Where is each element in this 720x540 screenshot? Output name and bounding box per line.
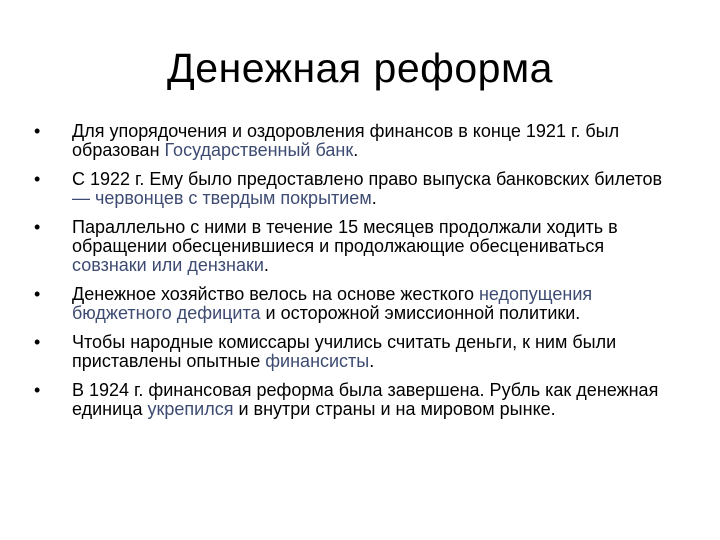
bullet-item — [34, 381, 674, 419]
highlighted-term: недопущения бюджетного дефицита — [72, 284, 593, 323]
bullet-text-segment: . — [371, 188, 377, 208]
bullet-dot-icon: • — [34, 169, 41, 189]
bullet-dot-icon: • — [34, 217, 41, 237]
bullet-text-segment: . — [353, 140, 359, 160]
bullet-item — [34, 170, 674, 208]
bullet-text — [72, 169, 662, 208]
slide-title: Денежная реформа — [167, 45, 553, 91]
bullet-item — [34, 122, 674, 160]
bullet-text — [72, 284, 592, 323]
bullet-text — [72, 121, 619, 160]
bullet-item — [34, 218, 674, 275]
bullet-text-segment: Параллельно с ними в течение 15 месяцев продолжали ходить в обращении обесценившиеся и продолжающие обесцениваться — [72, 217, 618, 256]
bullet-text — [72, 332, 616, 371]
bullet-text-segment: Для упорядочения и оздоровления финансов в конце 1921 г. был образован — [72, 121, 620, 160]
bullet-dot-icon: • — [34, 380, 41, 400]
bullet-dot-icon: • — [34, 121, 41, 141]
bullet-dot-icon: • — [34, 284, 41, 304]
bullet-text-segment: С 1922 г. Ему было предоставлено право выпуска банковских билетов — [72, 169, 663, 189]
bullet-text-segment: Чтобы народные комиссары учились считать деньги, к ним были приставлены опытные — [72, 332, 617, 371]
bullet-text-segment: . — [369, 351, 375, 371]
highlighted-term: совзнаки или дензнаки — [72, 255, 264, 275]
bullet-item — [34, 333, 674, 371]
bullet-text-segment: Денежное хозяйство велось на основе жесткого — [72, 284, 479, 304]
highlighted-term: укрепился — [147, 399, 234, 419]
bullet-text-segment: В 1924 г. финансовая реформа была завершена. Рубль как денежная единица — [72, 380, 659, 419]
bullet-text — [72, 217, 618, 275]
bullet-dot-icon: • — [34, 332, 41, 352]
highlighted-term: Государственный банк — [164, 140, 354, 160]
bullet-text-segment: и осторожной эмиссионной политики. — [260, 303, 581, 323]
bullet-text — [72, 380, 658, 419]
bullet-text-segment: . — [263, 255, 269, 275]
highlighted-term: финансисты — [265, 351, 370, 371]
bullet-list — [34, 122, 674, 429]
bullet-item — [34, 285, 674, 323]
highlighted-term: — червонцев с твердым покрытием — [72, 188, 372, 208]
bullet-text-segment: и внутри страны и на мировом рынке. — [233, 399, 556, 419]
